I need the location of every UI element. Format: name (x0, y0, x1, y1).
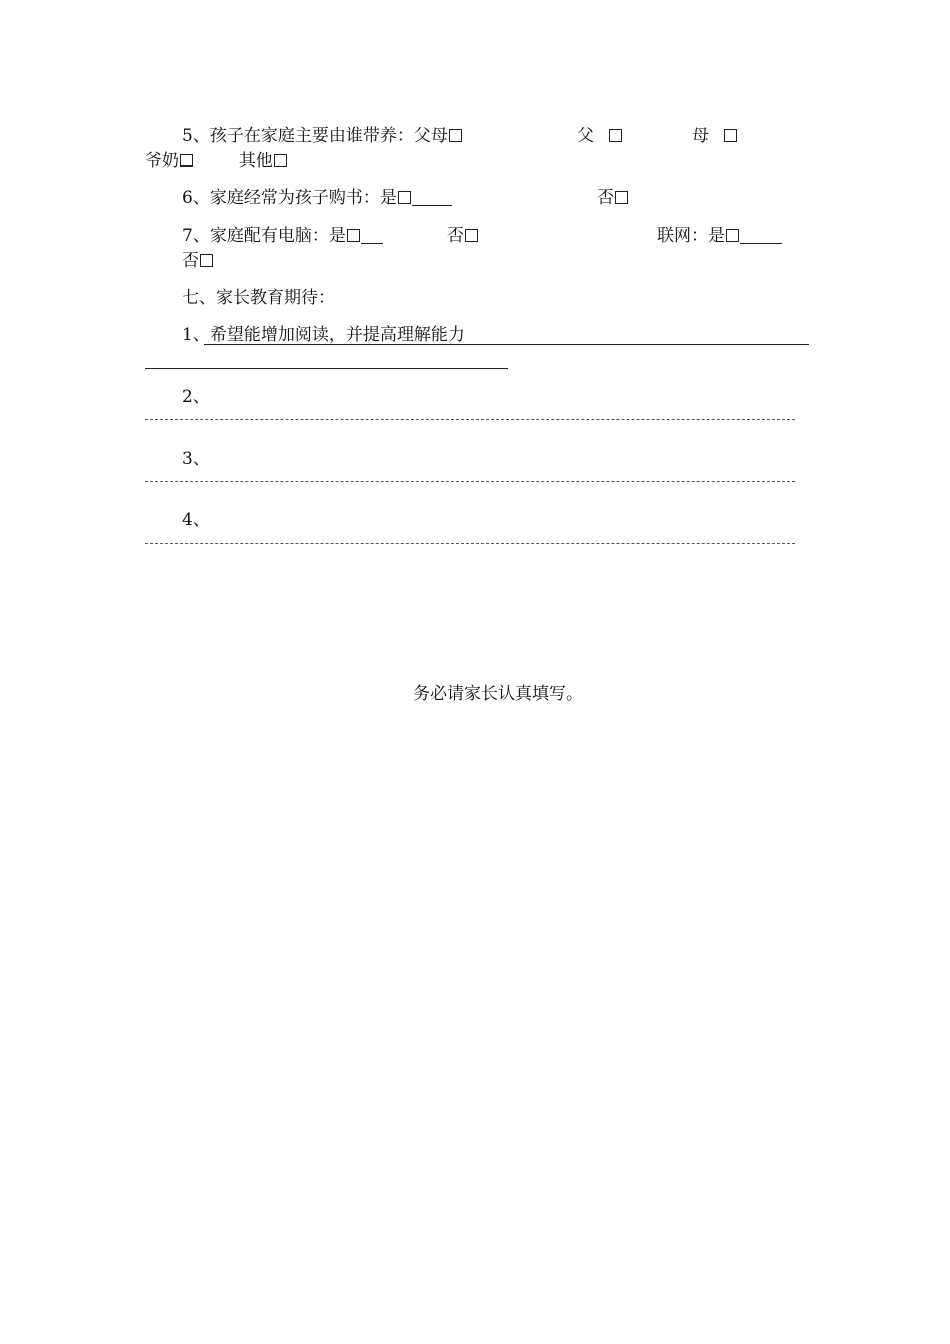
q7-internet-blank (740, 229, 782, 244)
checkbox-father[interactable] (609, 129, 622, 142)
q6-line (182, 190, 452, 207)
item3-number: 3、 (182, 449, 210, 469)
expectation-item-1 (182, 327, 465, 344)
checkbox-internet-yes[interactable] (726, 229, 739, 242)
q6-yes-blank (412, 191, 452, 206)
q5-mother-label: 母 (692, 126, 709, 146)
q6-label: 6、家庭经常为孩子购书：是 (182, 188, 397, 208)
checkbox-grandparents[interactable] (180, 154, 193, 167)
q5-grandparents-label: 爷奶 (145, 151, 179, 171)
q7-internet-no-option (182, 253, 214, 270)
q5-other-label: 其他 (238, 151, 273, 171)
checkbox-computer-no[interactable] (465, 229, 478, 242)
item3-answer-line[interactable] (145, 481, 795, 482)
q5-label: 5、孩子在家庭主要由谁带养：父母 (182, 126, 448, 146)
footer-note: 务必请家长认真填写。 (413, 684, 583, 704)
checkbox-buy-books-no[interactable] (615, 191, 628, 204)
item1-text[interactable]: 希望能增加阅读，并提高理解能力 (209, 325, 465, 345)
checkbox-internet-no[interactable] (200, 254, 213, 267)
q5-father-label: 父 (577, 126, 594, 146)
section7-title: 七、家长教育期待： (182, 288, 335, 308)
item2-number: 2、 (182, 387, 210, 407)
q6-no-option (597, 190, 629, 207)
item1-number: 1、 (182, 325, 210, 345)
q7-internet-option (657, 228, 782, 245)
item1-underline-2 (145, 368, 508, 369)
q5-line2 (145, 153, 288, 170)
checkbox-other[interactable] (274, 154, 287, 167)
checkbox-mother[interactable] (724, 129, 737, 142)
checkbox-computer-yes[interactable] (347, 229, 360, 242)
item2-answer-line[interactable] (145, 419, 795, 420)
q7-no-label: 否 (447, 226, 464, 246)
q5-mother-option (692, 128, 738, 145)
q5-father-option (577, 128, 623, 145)
checkbox-buy-books-yes[interactable] (398, 191, 411, 204)
q7-no-option (447, 228, 479, 245)
item1-underline (204, 344, 809, 345)
q7-internet-no-label: 否 (182, 251, 199, 271)
q7-yes-blank (361, 229, 383, 244)
item4-number: 4、 (182, 510, 210, 530)
checkbox-parents[interactable] (449, 129, 462, 142)
q5-line (182, 128, 463, 145)
q6-no-label: 否 (597, 188, 614, 208)
q7-internet-label: 联网：是 (657, 226, 725, 246)
q7-line (182, 228, 383, 245)
q7-label: 7、家庭配有电脑：是 (182, 226, 346, 246)
item4-answer-line[interactable] (145, 543, 795, 544)
